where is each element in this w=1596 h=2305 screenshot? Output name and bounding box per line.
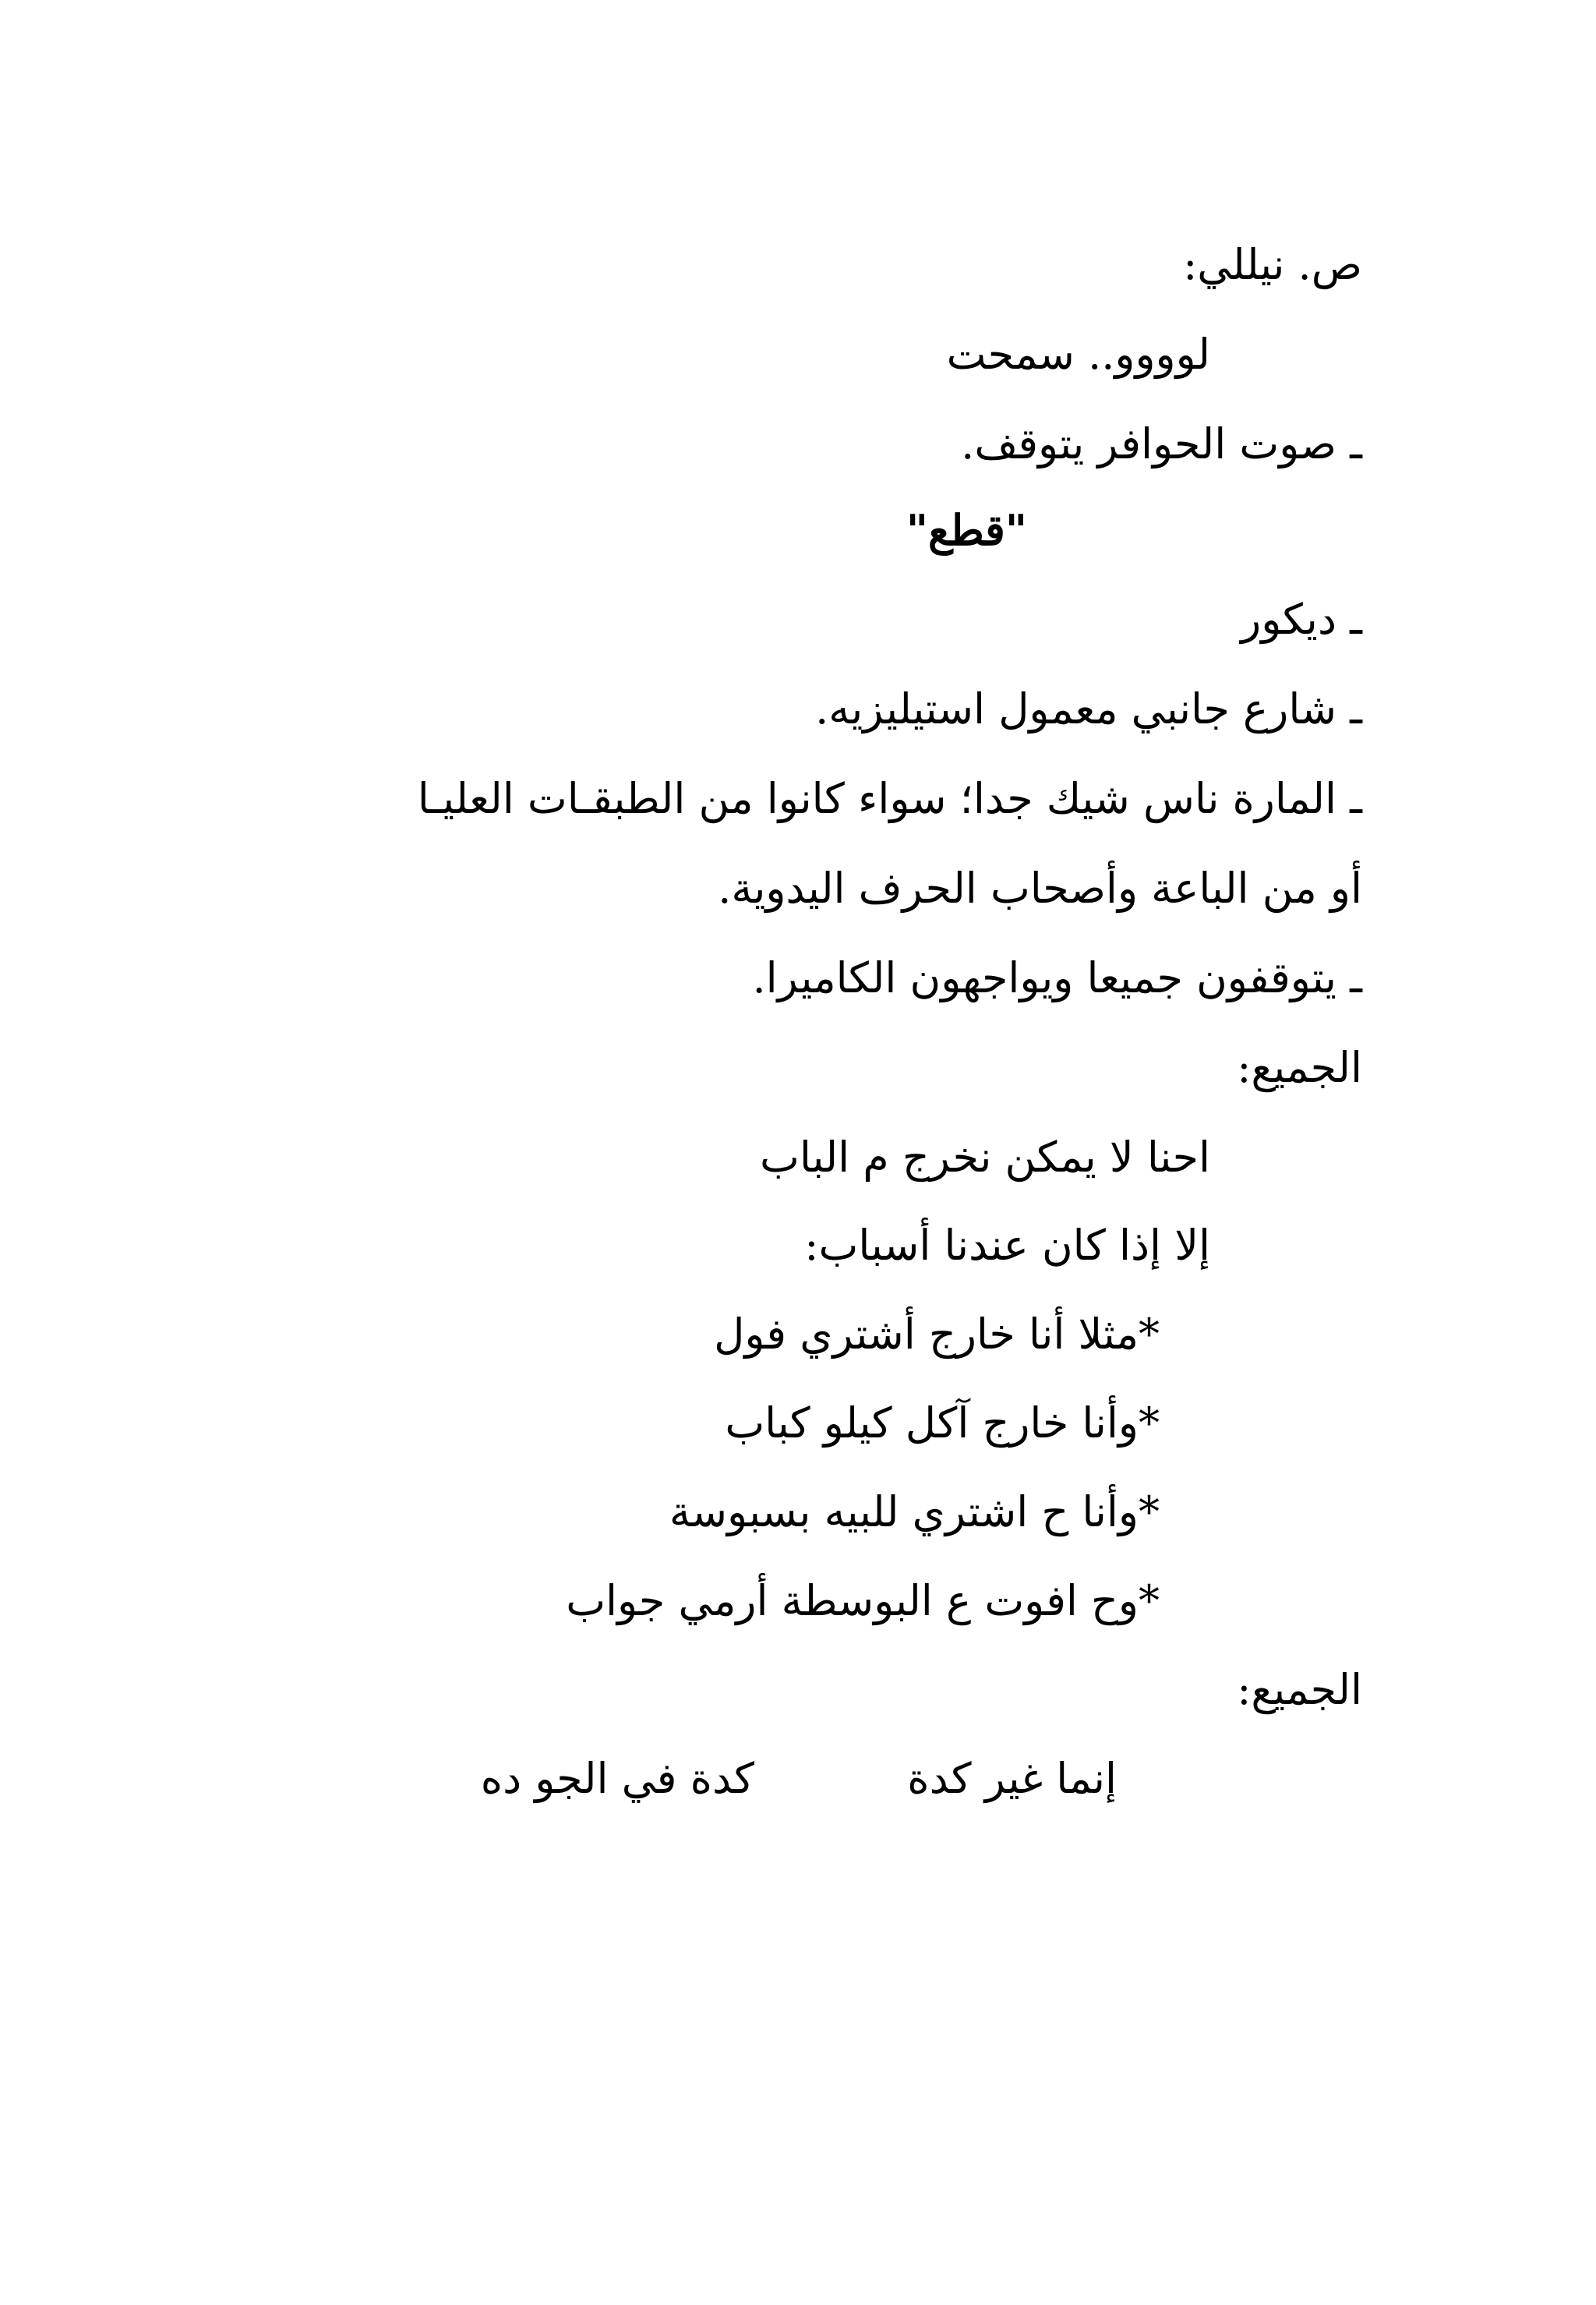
verse-line: إلا إذا كان عندنا أسباب: [804, 1221, 1210, 1270]
speaker-name: الجميع: [1237, 1043, 1362, 1092]
speaker-name: الجميع: [1237, 1665, 1362, 1714]
cut-marker: "قطع" [906, 505, 1027, 555]
verse-line: *وأنا ح اشتري للبيه بسبوسة [669, 1487, 1160, 1536]
stage-direction: ـ يتوقفون جميعا ويواجهون الكاميرا. [752, 953, 1362, 1002]
verse-line: احنا لا يمكن نخرج م الباب [760, 1133, 1210, 1182]
verse-line: إنما غير كدة [907, 1754, 1117, 1803]
verse-line: *وح افوت ع البوسطة أرمي جواب [566, 1576, 1160, 1625]
dialogue-line: لوووو.. سمحت [946, 330, 1210, 379]
verse-line: كدة في الجو ده [480, 1754, 754, 1803]
speaker-name: ص. نيللي: [1183, 240, 1362, 289]
stage-direction: ـ ديكور [1241, 595, 1362, 644]
stage-direction: أو من الباعة وأصحاب الحرف اليدوية. [718, 864, 1362, 913]
verse-line: *وأنا خارج آكل كيلو كباب [725, 1398, 1160, 1448]
stage-direction: ـ المارة ناس شيك جدا؛ سواء كانوا من الطبقـات العليـا [417, 774, 1362, 823]
stage-direction: ـ صوت الحوافر يتوقف. [961, 419, 1362, 468]
stage-direction: ـ شارع جانبي معمول استيليزيه. [815, 684, 1362, 734]
verse-line: *مثلا أنا خارج أشتري فول [714, 1310, 1160, 1359]
